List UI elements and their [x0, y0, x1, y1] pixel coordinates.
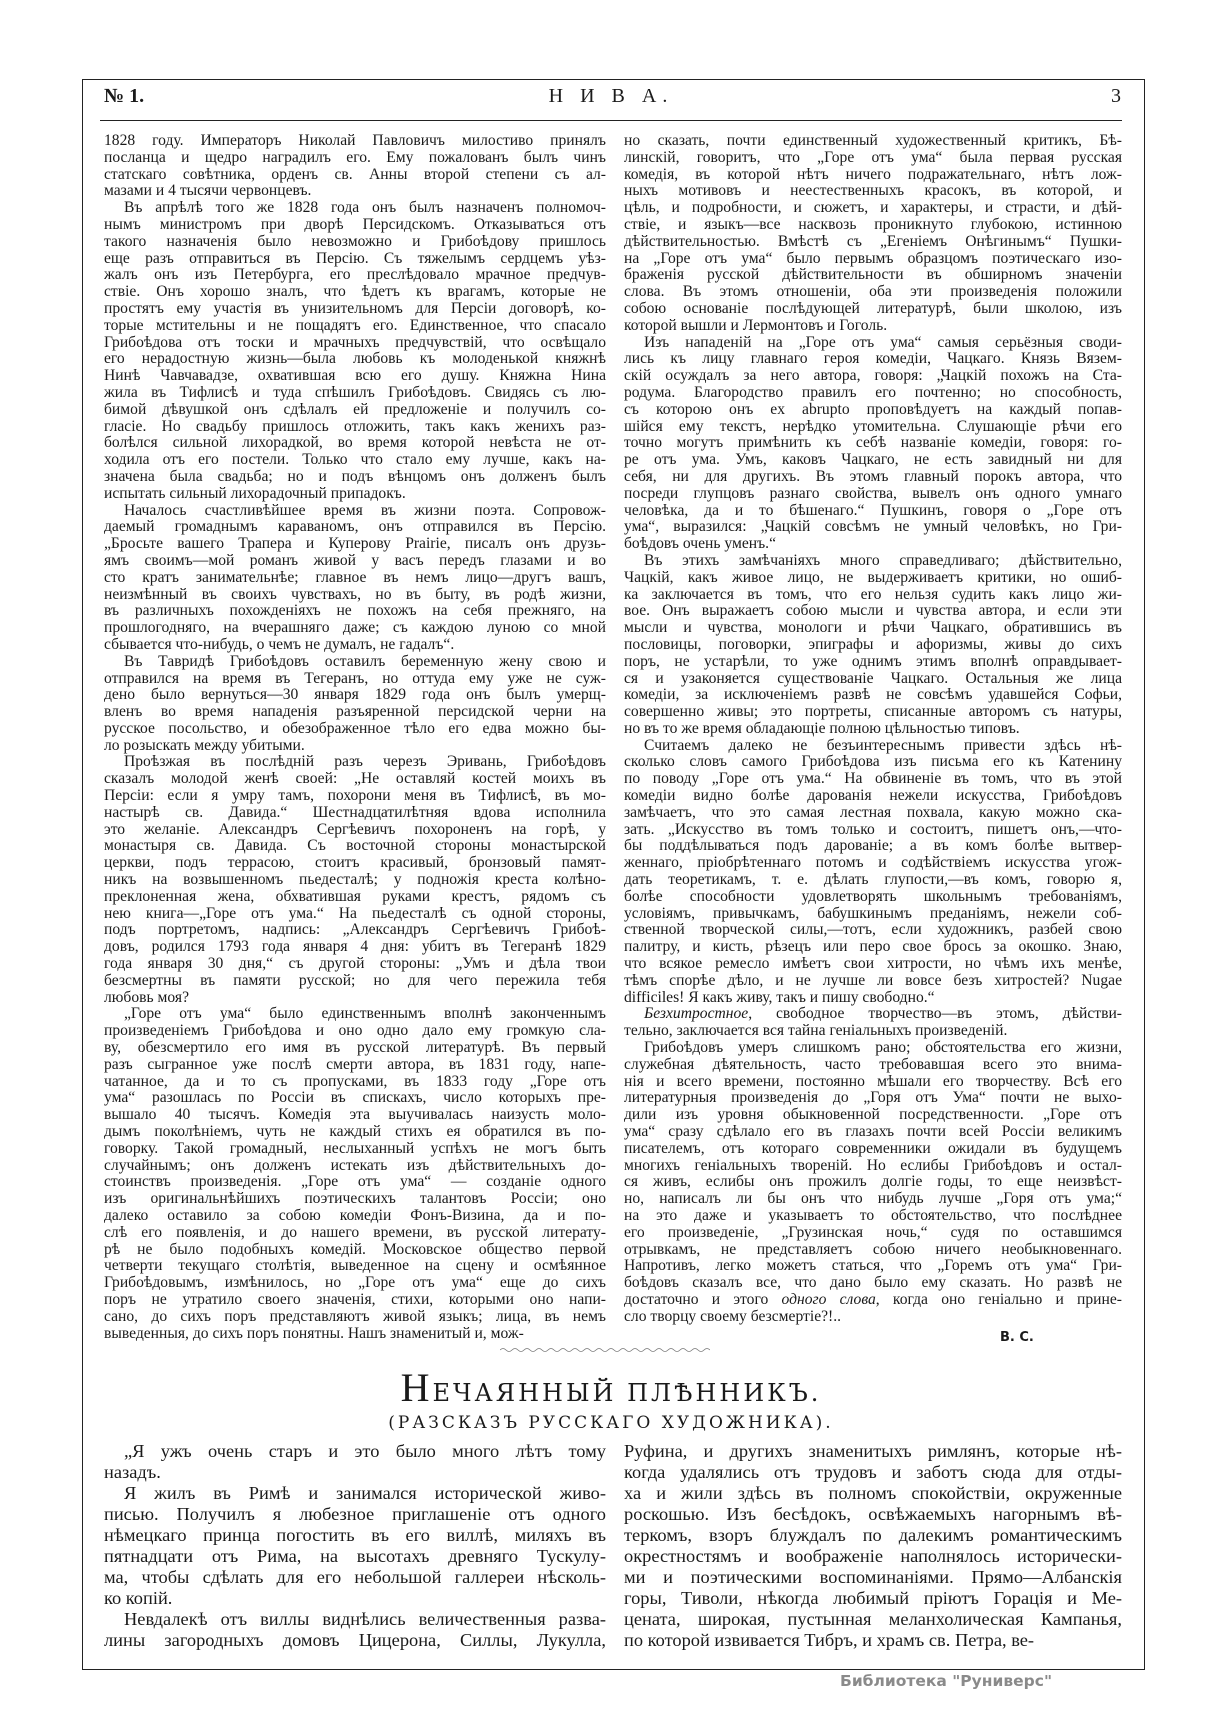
- text-line: но, написалъ ли бы онъ что нибудь лучше „Горя отъ ума;“: [624, 1191, 1122, 1208]
- text-line: дымъ поколѣніемъ, чуть не каждый стихъ ея обратился въ по-: [104, 1124, 606, 1141]
- text-line: писью. Получилъ я любезное приглашеніе отъ одного: [104, 1504, 606, 1524]
- text-line: комедіи видно болѣе дарованія нежели искусства, Грибоѣдовъ: [624, 788, 1122, 805]
- text-line: такого назначенія было невозможно и Грибоѣдову пришлось: [104, 233, 606, 250]
- text-line: замѣчаетъ, что это самая лестная похвала, какую можно ска-: [624, 804, 1122, 821]
- article-right-column: [624, 133, 1122, 1326]
- text-line: сбывается что-нибудь, о чемъ не думалъ, не гадалъ“.: [104, 636, 455, 653]
- page-number: 3: [1111, 85, 1121, 107]
- text-segment: , свободное творчество—въ этомъ, дѣйстви-: [748, 1006, 1122, 1023]
- text-line: нѣмецкаго принца погостить въ его виллѣ, миляхъ въ: [104, 1525, 606, 1545]
- text-line: боѣдовъ сказалъ все, что дано было ему сказать. Но развѣ не: [624, 1275, 1122, 1292]
- text-line: четверти текущаго столѣтія, выведенное на сцену и осмѣянное: [104, 1258, 606, 1275]
- text-line: роскошью. Изъ бесѣдокъ, освѣжаемыхъ нагорнымъ вѣ-: [624, 1504, 1122, 1524]
- text-line: монастыря св. Давида. Съ восточной стороны монастырской: [104, 838, 606, 855]
- text-line: вое. Онъ выражаетъ собою мысли и чувства автора, и если эти: [624, 603, 1122, 620]
- story-right-column: [624, 1441, 1122, 1651]
- text-line: Я жилъ въ Римѣ и занимался исторической живо-: [124, 1483, 606, 1503]
- text-line: Изъ нападеній на „Горе отъ ума“ самыя серьёзныя своди-: [644, 334, 1122, 351]
- text-line: Грибоѣдовъ умеръ слишкомъ рано; обстоятельства его жизни,: [644, 1040, 1122, 1057]
- magazine-title: Н И В А.: [548, 85, 674, 107]
- text-line: „Я ужъ очень старъ и это было много лѣтъ тому: [124, 1441, 606, 1461]
- text-line: Грибоѣдова отъ тоски и мрачныхъ предчувствій, что освѣщало: [104, 334, 606, 351]
- text-line: родума. Благородство правилъ его почтенно; но способность,: [624, 384, 1122, 401]
- text-line: когда удалялись отъ трудовъ и заботъ сюда для отды-: [624, 1462, 1122, 1482]
- text-line: стоинствъ произведенія. „Горе отъ ума“ — созданіе одного: [104, 1174, 606, 1191]
- text-line: тельно, заключается вся тайна геніальныхъ произведеній.: [624, 1023, 1008, 1040]
- text-line: сказалъ молодой женѣ своей: „Не оставляй костей моихъ въ: [104, 771, 606, 788]
- text-line: палитру, и кисть, рѣзецъ или перо свое брось за окошко. Знаю,: [624, 939, 1122, 956]
- text-line: мазами и 4 тысячи червонцевъ.: [104, 183, 312, 200]
- text-line: ся и узаконяется существованіе Чацкаго. Остальныя же лица: [624, 670, 1122, 687]
- article-signature: В. С.: [1000, 1330, 1034, 1345]
- text-line: настырѣ св. Давида.“ Шестнадцатилѣтняя вдова исполнила: [104, 804, 606, 821]
- text-line: теркомъ, взоръ блуждалъ по далекимъ романтическимъ: [624, 1525, 1122, 1545]
- text-line: по которой извивается Тибръ, и храмъ св. Петра, ве-: [624, 1630, 1035, 1650]
- text-line: разъ сыгранное уже послѣ смерти автора, въ 1831 году, напе-: [104, 1056, 606, 1073]
- text-line: ума“, выразился: „Чацкій совсѣмъ не умный человѣкъ, но Гри-: [624, 519, 1122, 536]
- text-line: Руфина, и другихъ знаменитыхъ римлянъ, которые нѣ-: [624, 1441, 1122, 1461]
- text-line: условіямъ, привычкамъ, бабушкинымъ преданіямъ, нежели соб-: [624, 905, 1122, 922]
- text-line: безсмертны въ памяти русской; но для чего пережила тебя: [104, 972, 606, 989]
- text-line: Считаемъ далеко не безъинтереснымъ привести здѣсь нѣ-: [644, 737, 1122, 754]
- story-title: НЕЧАЯННЫЙ ПЛѢННИКЪ.: [400, 1365, 822, 1410]
- text-line: Невдалекѣ отъ виллы виднѣлись величественныя разва-: [124, 1609, 606, 1629]
- text-line: случайнымъ; онъ долженъ истекать изъ дѣйствительныхъ до-: [104, 1157, 606, 1174]
- text-line: отправился на время въ Тегеранъ, но оттуда ему уже не суж-: [104, 670, 606, 687]
- text-line: Напротивъ, легко можетъ статься, что „Горемъ отъ ума“ Гри-: [624, 1258, 1122, 1275]
- text-line: ло розыскать между убитыми.: [104, 737, 305, 754]
- text-line: писателемъ, отъ котораго современники ожидали въ будущемъ: [624, 1140, 1122, 1157]
- text-line: [624, 1292, 1122, 1309]
- text-line: Чацкій, какъ живое лицо, не выдерживаетъ критики, но ошиб-: [624, 569, 1122, 586]
- text-line: собою основаніе послѣдующей литературѣ, были школою, изъ: [624, 300, 1122, 317]
- text-line: испытать сильный лихорадочный припадокъ.: [104, 485, 406, 502]
- text-line: скій осуждалъ за него автора, говоря: „Чацкій похожъ на Ста-: [624, 368, 1122, 385]
- text-line: рѣ не было подобныхъ комедій. Московское общество первой: [104, 1241, 606, 1258]
- italic-text: одного слова: [781, 1291, 876, 1308]
- wavy-divider: [500, 1346, 710, 1354]
- text-line: съ которою онъ ex abrupto проповѣдуетъ на каждый попав-: [624, 401, 1122, 418]
- text-line: говорку. Такой громадный, неслыханный успѣхъ не могъ быть: [104, 1140, 606, 1157]
- italic-text: Безхитростное: [644, 1006, 749, 1023]
- text-line: произведеніемъ Грибоѣдова и оно одно дало ему громкую сла-: [104, 1023, 606, 1040]
- text-line: Грибоѣдовымъ, измѣнилось, но „Горе отъ ума“ еще до сихъ: [104, 1275, 606, 1292]
- text-line: поръ, не устарѣли, то уже однимъ этимъ вполнѣ оправдывает-: [624, 653, 1122, 670]
- text-line: русское посольство, и обезображенное тѣло его едва можно бы-: [104, 720, 606, 737]
- text-line: человѣка, да и то бѣшенаго.“ Пушкинъ, говоря о „Горе отъ: [624, 502, 1122, 519]
- text-line: его произведеніе, „Грузинская ночь,“ судя по оставшимся: [624, 1224, 1122, 1241]
- text-line: сколько словъ самого Грибоѣдова изъ письма его къ Катенину: [624, 754, 1122, 771]
- text-line: Въ Тавридѣ Грибоѣдовъ оставилъ беременную жену свою и: [124, 653, 606, 670]
- text-line: „Горе отъ ума“ было единственнымъ вполнѣ законченнымъ: [124, 1006, 606, 1023]
- text-line: его нерадостную жизнь—была любовь къ молоденькой княжнѣ: [104, 351, 606, 368]
- text-line: посланца и щедро наградилъ его. Ему пожалованъ былъ чинъ: [104, 149, 606, 166]
- text-line: ходила отъ его постели. Только что стало ему лучше, какъ на-: [104, 452, 606, 469]
- article-left-column: [104, 133, 606, 1342]
- text-line: difficiles! Я какъ живу, такъ и пишу свободно.“: [624, 989, 935, 1006]
- text-line: 1828 году. Императоръ Николай Павловичъ милостиво принялъ: [104, 133, 606, 149]
- text-line: ре отъ ума. Умъ, каковъ Чацкаго, не есть завидный ни для: [624, 452, 1122, 469]
- text-line: литературныя произведенія до „Горя отъ Ума“ почти не выхо-: [624, 1090, 1122, 1107]
- issue-number: № 1.: [104, 85, 145, 107]
- text-line: еще разъ отправиться въ Персію. Съ тяжелымъ сердцемъ уѣз-: [104, 250, 606, 267]
- text-line: комедія, въ которой нѣтъ ничего подражательнаго, нѣтъ лож-: [624, 166, 1122, 183]
- text-line: дѣйствительностью. Вмѣстѣ съ „Егеніемъ Онѣгинымъ“ Пушки-: [624, 233, 1122, 250]
- text-line: себя, ни для другихъ. Въ этомъ главный порокъ автора, что: [624, 468, 1122, 485]
- text-line: изъ оригинальнѣйшихъ поэтическихъ талантовъ Россіи; оно: [104, 1191, 606, 1208]
- text-line: ума“ разошлась по Россіи въ спискахъ, число которыхъ пре-: [104, 1090, 606, 1107]
- text-line: гласіе. Но свадьбу пришлось отложить, такъ какъ женихъ раз-: [104, 418, 606, 435]
- text-line: ствіе. Онъ хорошо зналъ, что ѣдетъ къ врагамъ, которые не: [104, 284, 606, 301]
- text-line: ко копій.: [104, 1588, 173, 1608]
- text-line: Проѣзжая въ послѣдній разъ черезъ Эривань, Грибоѣдовъ: [124, 754, 606, 771]
- text-line: которой вышли и Лермонтовъ и Гоголь.: [624, 317, 888, 334]
- text-line: пятнадцати отъ Рима, на высотахъ древняго Тускулу-: [104, 1546, 606, 1566]
- text-line: ву, обезсмертило его имя въ русской литературѣ. Въ первый: [104, 1040, 606, 1057]
- text-line: слѣ его появленія, и до нашего времени, въ русской литерату-: [104, 1224, 606, 1241]
- text-line: точно могутъ примѣнить къ себѣ названіе комедіи, говоря: го-: [624, 435, 1122, 452]
- library-watermark: Библиотека "Руниверс": [840, 1672, 1053, 1690]
- text-line: чатанное, да и то съ пропусками, въ 1833 году „Горе отъ: [104, 1073, 606, 1090]
- text-line: въ различныхъ похожденіяхъ не похожъ на себя прежняго, на: [104, 603, 606, 620]
- text-line: никъ на возвышенномъ пьедесталѣ; у подножія креста колѣно-: [104, 872, 606, 889]
- text-line: зать. „Искусство въ томъ только и состоитъ, пишетъ онъ,—что-: [624, 821, 1122, 838]
- text-line: далеко оставило за собою комедіи Фонъ-Визина, да и по-: [104, 1208, 606, 1224]
- text-line: [624, 1006, 1122, 1023]
- text-line: на это даже и указываетъ то обстоятельство, что послѣднее: [624, 1208, 1122, 1224]
- story-left-column: [104, 1441, 606, 1651]
- text-line: дили изъ уровня обыкновенной посредственности. „Горе отъ: [624, 1107, 1122, 1124]
- text-line: дать теоретикамъ, т. е. дѣлать глупости,—въ комъ, говорю я,: [624, 872, 1122, 889]
- text-line: даемый громаднымъ караваномъ, онъ отправился въ Персію.: [104, 519, 606, 536]
- text-line: сано, до сихъ поръ представляютъ живой языкъ; лица, въ немъ: [104, 1308, 606, 1325]
- text-line: ся живъ, еслибы онъ прожилъ долгіе годы, то еще неизвѣст-: [624, 1174, 1122, 1191]
- text-line: болѣлся сильной лихорадкой, во время которой невѣста не от-: [104, 435, 606, 452]
- text-line: это желаніе. Александръ Сергѣевичъ похороненъ на горѣ, у: [104, 821, 606, 838]
- text-line: лись къ лицу главнаго героя комедіи, Чацкаго. Князь Вязем-: [624, 351, 1122, 368]
- text-line: отрывкамъ, не представляетъ собою ничего необыкновеннаго.: [624, 1241, 1122, 1258]
- text-line: „Бросьте вашего Трапера и Куперову Prairie, писалъ онъ друзь-: [104, 536, 606, 553]
- text-line: ми и поэтическими воспоминаніями. Прямо—Албанскія: [624, 1567, 1122, 1587]
- text-line: сто кратъ занимательнѣе; главное въ немъ лицо—другъ вашъ,: [104, 569, 606, 586]
- text-line: Началось счастливѣйшее время въ жизни поэта. Сопровож-: [124, 502, 606, 519]
- text-line: женнаго, пріобрѣтеннаго потомъ и содѣйствіемъ искусства угож-: [624, 855, 1122, 872]
- text-line: назадъ.: [104, 1462, 161, 1482]
- text-line: вышало 40 тысячъ. Комедія эта выучивалась наизусть моло-: [104, 1107, 606, 1124]
- text-line: подъ портретомъ, надпись: „Александръ Сергѣевичъ Грибоѣ-: [104, 922, 606, 939]
- text-line: довъ, родился 1793 года января 4 дня: убитъ въ Тегеранѣ 1829: [104, 939, 606, 956]
- text-line: служебная дѣятельность, часто требовавшая всего это внима-: [624, 1056, 1122, 1073]
- text-line: бимой дѣвушкой онъ сдѣлалъ ей предложеніе и получилъ со-: [104, 401, 606, 418]
- text-line: комедіи, за исключеніемъ развѣ не совсѣмъ удавшейся Софьи,: [624, 687, 1122, 704]
- text-line: болѣе способности удовлетворять школьнымъ требованіямъ,: [624, 888, 1122, 905]
- text-segment: , когда оно геніально и прине-: [875, 1291, 1122, 1308]
- text-line: года января 30 дня,“ съ другой стороны: „Умъ и дѣла твои: [104, 956, 606, 973]
- text-line: жила въ Тифлисѣ и туда спѣшилъ Грибоѣдовъ. Свидясь съ лю-: [104, 384, 606, 401]
- text-line: многихъ геніальныхъ твореній. Но еслибы Грибоѣдовъ и остал-: [624, 1157, 1122, 1174]
- text-line: Нинѣ Чавчавадзе, охватившая всю его душу. Княжна Нина: [104, 368, 606, 385]
- text-line: статскаго совѣтника, орденъ св. Анны второй степени съ ал-: [104, 166, 606, 183]
- text-line: Въ этихъ замѣчаніяхъ много справедливаго; дѣйствительно,: [644, 552, 1122, 569]
- text-line: простятъ ему участія въ унизительномъ для Персіи договорѣ, ко-: [104, 300, 606, 317]
- text-line: на „Горе отъ ума“ было первымъ образцомъ поэтическаго изо-: [624, 250, 1122, 267]
- text-line: прошлогодняго, на вчерашняго даже; съ каждою луною со мной: [104, 620, 606, 637]
- text-line: торые мстительны и не пощадятъ его. Единственное, что спасало: [104, 317, 606, 334]
- text-line: посреди глупцовъ разнаго свойства, вывелъ онъ одного умнаго: [624, 485, 1122, 502]
- text-line: браженія русской дѣйствительности въ обширномъ значеніи: [624, 267, 1122, 284]
- text-line: сло творцу своему безсмертіе?!..: [624, 1308, 842, 1325]
- text-line: ма, чтобы сдѣлать для его небольшой галлереи нѣсколь-: [104, 1567, 606, 1587]
- text-line: ума“ сразу сдѣлало его въ глазахъ почти всей Россіи великимъ: [624, 1124, 1122, 1141]
- text-line: бы поддѣлываться подъ дарованіе; а въ комъ болѣе вытвер-: [624, 838, 1122, 855]
- text-line: значена была свадьба; но и подъ вѣнцомъ онъ долженъ былъ: [104, 468, 606, 485]
- text-line: Въ апрѣлѣ того же 1828 года онъ былъ назначенъ полномоч-: [124, 200, 606, 217]
- text-line: лины загородныхъ домовъ Цицерона, Силлы, Лукулла,: [104, 1630, 606, 1650]
- text-line: жалъ онъ изъ Петербурга, его преслѣдовало мрачное предчув-: [104, 267, 606, 284]
- text-line: вленъ во время нападенія разъяренной персидской черни на: [104, 704, 606, 721]
- text-line: ственной творческой силы,—тотъ, если художникъ, разбей свою: [624, 922, 1122, 939]
- text-line: церкви, подъ террасою, стоитъ красивый, бронзовый памят-: [104, 855, 606, 872]
- text-line: слова. Въ этомъ отношеніи, оба эти произведенія положили: [624, 284, 1122, 301]
- text-line: цѣль, и подробности, и сюжетъ, и характеры, и страсти, и дѣй-: [624, 200, 1122, 217]
- text-line: окрестностямъ и воображеніе наполнялось исторически-: [624, 1546, 1122, 1566]
- text-line: горы, Тиволи, нѣкогда любимый пріютъ Горація и Ме-: [624, 1588, 1122, 1608]
- text-line: неизмѣнный въ своихъ чувствахъ, но въ быту, въ родѣ жизни,: [104, 586, 606, 603]
- text-line: Персіи: если я умру тамъ, похорони меня въ Тифлисѣ, въ мо-: [104, 788, 606, 805]
- text-line: ка заключается въ томъ, что его нельзя судить какъ лицо жи-: [624, 586, 1122, 603]
- text-line: ямъ своимъ—мой романъ живой у васъ передъ глазами и во: [104, 552, 606, 569]
- text-line: поръ не утратило своего значенія, стихи, которыми оно напи-: [104, 1291, 606, 1308]
- text-line: линскій, говоритъ, что „Горе отъ ума“ была первая русская: [624, 149, 1122, 166]
- text-line: дено было вернуться—30 января 1829 года онъ былъ умерщ-: [104, 687, 606, 704]
- text-line: что всякое ремесло имѣетъ свои хитрости, но чѣмъ ихъ менѣе,: [624, 956, 1122, 973]
- text-line: тѣмъ спорѣе дѣло, и не лучше ли вовсе безъ хитростей? Nugae: [624, 972, 1122, 989]
- text-line: но въ то же время обладающіе полною цѣльностью типовъ.: [624, 720, 1020, 737]
- text-line: совершенно живы; это портреты, списанные авторомъ съ натуры,: [624, 704, 1122, 721]
- text-line: пословицы, поговорки, эпиграфы и афоризмы, живы до сихъ: [624, 636, 1122, 653]
- text-line: но сказать, почти единственный художественный критикъ, Бѣ-: [624, 133, 1122, 149]
- text-line: ныхъ мотивовъ и неестественныхъ красокъ, въ которой, и: [624, 183, 1122, 200]
- text-line: нею книга—„Горе отъ ума.“ На пьедесталѣ съ одной стороны,: [104, 905, 606, 922]
- text-line: любовь моя?: [104, 989, 189, 1006]
- text-line: ха и жили здѣсь въ полномъ спокойствіи, окруженные: [624, 1483, 1122, 1503]
- text-line: выведенныя, до сихъ поръ понятны. Нашъ знаменитый и, мож-: [104, 1325, 524, 1342]
- story-subtitle: (РАЗСКАЗЪ РУССКАГО ХУДОЖНИКА).: [388, 1413, 834, 1433]
- text-line: по поводу „Горе отъ ума.“ На обвиненіе въ томъ, что въ этой: [624, 771, 1122, 788]
- text-line: нія и всего времени, постоянно мѣшали его творчеству. Всѣ его: [624, 1073, 1122, 1090]
- text-line: шійся ему текстъ, нерѣдко утомительна. Слушающіе рѣчи его: [624, 418, 1122, 435]
- text-line: боѣдовъ очень уменъ.“: [624, 536, 776, 553]
- header-rule: [100, 120, 1122, 121]
- text-segment: достаточно и этого: [624, 1291, 782, 1308]
- text-line: цената, широкая, пустынная меланхолическая Кампанья,: [624, 1609, 1122, 1629]
- text-line: преклоненная жена, обхватившая руками крестъ, рядомъ съ: [104, 888, 606, 905]
- text-line: ствіе, и языкъ—все насквозь проникнуто глубокою, истинною: [624, 216, 1122, 233]
- text-line: мысли и чувства, монологи и рѣчи Чацкаго, обратившись въ: [624, 620, 1122, 637]
- text-line: нымъ министромъ при дворѣ Персидскомъ. Отказываться отъ: [104, 216, 606, 233]
